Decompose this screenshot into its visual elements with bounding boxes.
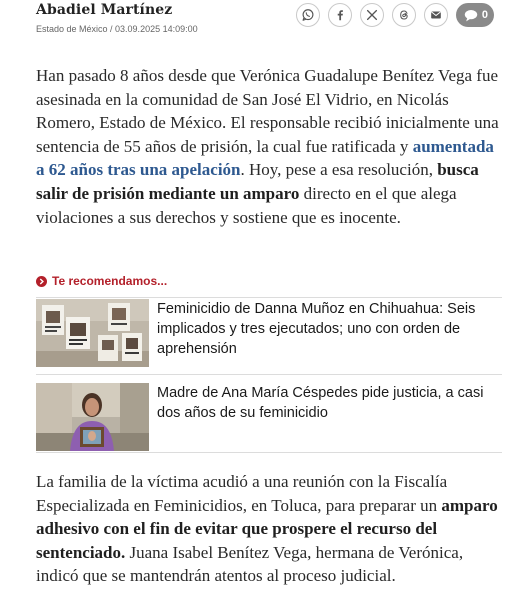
bold-text: amparo adhesivo con el fin de evitar que prospere el recurso del sentenciado. — [36, 495, 498, 562]
x-icon — [365, 8, 379, 22]
recommend-item-title[interactable]: Madre de Ana María Céspedes pide justicia, a casi dos años de su feminicidio — [157, 385, 484, 421]
paragraph-text: Juana Isabel Benítez Vega, hermana de Verónica, indicó que se mantendrán atentos al proceso judicial. — [36, 542, 464, 586]
share-email-button[interactable] — [424, 3, 448, 27]
bold-text: busca salir de prisión mediante un amparo — [36, 160, 479, 203]
paragraph-text: Han pasado 8 años desde que Verónica Guadalupe Benítez Vega fue asesinada en la comunidad de San José El Vidrio, en Nicolás Romero, Estado de México. El responsable recibió inicialmente una sentencia de 55 años de prisión, la cual fue ratificada y — [36, 66, 499, 156]
recommend-item-title[interactable]: Feminicidio de Danna Muñoz en Chihuahua: Seis implicados y tres ejecutados; uno con orden de aprehensión — [157, 301, 476, 357]
divider — [36, 374, 502, 375]
comments-button[interactable] — [456, 3, 494, 27]
divider — [36, 452, 502, 453]
share-bar — [288, 3, 494, 27]
inline-link[interactable]: aumentada a 62 años tras una apelación — [36, 136, 494, 180]
mother-photo — [36, 383, 149, 451]
facebook-icon — [333, 8, 347, 22]
recommend-item[interactable] — [36, 299, 502, 367]
article-meta: Estado de México / 03.09.2025 14:09:00 — [36, 24, 198, 34]
share-x-button[interactable] — [360, 3, 384, 27]
divider — [36, 297, 502, 298]
byline — [36, 2, 198, 34]
comments-count: 0 — [481, 9, 488, 21]
share-threads-button[interactable] — [392, 3, 416, 27]
comment-icon — [464, 9, 478, 22]
paragraph-text: . Hoy, pese a esa resolución, — [240, 160, 438, 180]
recommend-heading-text: Te recomendamos... — [52, 274, 168, 288]
recommend-thumbnail[interactable] — [36, 383, 149, 451]
paragraph-text: directo en el que alega violaciones a sus derechos y sostiene que es inocente. — [36, 183, 457, 227]
share-facebook-button[interactable] — [328, 3, 352, 27]
whatsapp-icon — [301, 8, 315, 22]
recommend-thumbnail[interactable] — [36, 299, 149, 367]
email-icon — [429, 8, 443, 22]
article-paragraph — [36, 470, 502, 588]
share-whatsapp-button[interactable] — [296, 3, 320, 27]
recommend-heading — [36, 274, 167, 288]
article-paragraph — [36, 64, 502, 229]
threads-icon — [397, 8, 411, 22]
author-name[interactable]: Abadiel Martínez — [36, 2, 173, 18]
paragraph-text: La familia de la víctima acudió a una reunión con la Fiscalía Especializada en Feminicidios, en Toluca, para preparar un — [36, 472, 448, 515]
recommend-item[interactable] — [36, 383, 502, 451]
posters-photo — [36, 299, 149, 367]
arrow-right-icon — [36, 276, 47, 287]
